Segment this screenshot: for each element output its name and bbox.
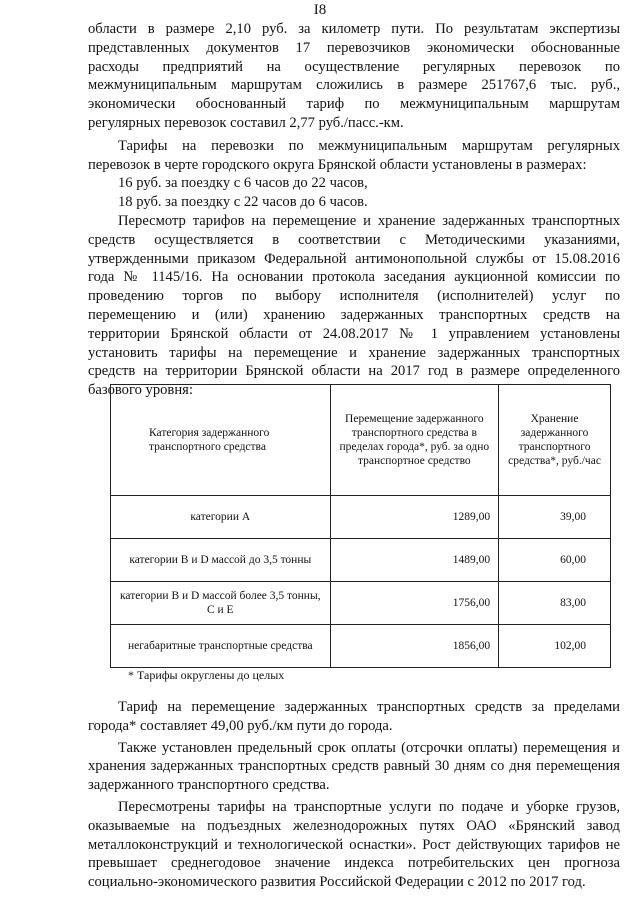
row-category: негабаритные транспортные средства — [111, 625, 331, 668]
tariff-line: 18 руб. за поездку с 22 часов до 6 часов. — [118, 194, 368, 211]
document-body-continued — [88, 698, 620, 895]
row-category: категории В и D массой до 3,5 тонны — [111, 539, 331, 582]
row-category: категории В и D массой более 3,5 тонны, С и Е — [111, 582, 331, 625]
page-number: I8 — [313, 2, 327, 18]
text-line: средств осуществляется в соответствии с Методическими указаниями, — [88, 231, 620, 248]
header-storage: Хранение задержанного транспортного средства*, руб./час — [499, 385, 611, 496]
text-line: экономически обоснованный тариф по межмуниципальным маршрутам — [88, 96, 620, 113]
row-move-price: 1856,00 — [330, 625, 498, 668]
table-row — [111, 496, 611, 539]
tariff-line: 16 руб. за поездку с 6 часов до 22 часов, — [118, 175, 368, 192]
row-move-price: 1489,00 — [330, 539, 498, 582]
text-line: Пересмотр тарифов на перемещение и хранение задержанных транспортных — [118, 212, 620, 229]
text-line: средств на территории Брянской области на 2017 год в размере определенного — [88, 363, 620, 380]
paragraph-detained-vehicles — [88, 212, 620, 400]
tariff-table — [110, 384, 611, 668]
row-storage-price: 60,00 — [499, 539, 611, 582]
text-line: регулярных перевозок составил 2,77 руб./пасс.-км. — [88, 114, 404, 131]
table-row — [111, 539, 611, 582]
table-footnote: * Тарифы округлены до целых — [128, 668, 285, 682]
paragraph-intercity-tariffs — [88, 137, 620, 175]
text-line: утвержденными приказом Федеральной антимонопольной службы от 15.08.2016 — [88, 250, 620, 267]
text-line: территории Брянской области от 24.08.2017 № 1 управлением установлены — [88, 325, 620, 342]
table-row — [111, 625, 611, 668]
row-move-price: 1289,00 — [330, 496, 498, 539]
tariff-list — [88, 174, 620, 212]
text-line: Тарифы на перевозки по межмуниципальным маршрутам регулярных — [118, 137, 620, 154]
text-line: перемещению и (или) хранению задержанных транспортных средств на — [88, 306, 620, 323]
text-line: базового уровня: — [88, 382, 193, 399]
row-move-price: 1756,00 — [330, 582, 498, 625]
text-line: представленных документов 17 перевозчиков экономически обоснованные — [88, 39, 620, 56]
paragraph-railway-tariffs: Пересмотрены тарифы на транспортные услуги по подаче и уборке грузов, оказываемые на подъездных железнодорожных путях ОАО «Брянский завод металлоконструкций и технологической оснастки». Рост действующих тарифов не превышает среднегодовое значение индекса потребительских цен прогноза социально-экономического развития Российской Федерации с 2012 по 2017 год. — [88, 798, 620, 891]
paragraph-payment-deadline: Также установлен предельный срок оплаты (отсрочки оплаты) перемещения и хранения задержанных транспортных средств равный 30 дням со дня перемещения задержанного транспортного средства. — [88, 739, 620, 794]
row-storage-price: 39,00 — [499, 496, 611, 539]
row-category: категории А — [111, 496, 331, 539]
paragraph-outside-city-tariff: Тариф на перемещение задержанных транспортных средств за пределами города* составляет 49,00 руб./км пути до города. — [88, 699, 620, 734]
document-body — [88, 20, 620, 400]
text-line: перевозок в черте городского округа Брянской области установлены в размерах: — [88, 156, 587, 173]
text-line: области в размере 2,10 руб. за километр пути. По результатам экспертизы — [88, 21, 620, 37]
text-line: межмуниципальным маршрутам сложились в размере 251767,6 тыс. руб., — [88, 77, 620, 94]
table-header-row — [111, 385, 611, 496]
header-move: Перемещение задержанного транспортного средства в пределах города*, руб. за одно транспортное средство — [330, 385, 498, 496]
text-line: установить тарифы на перемещение и хранение задержанных транспортных — [88, 344, 620, 361]
text-line: проведению торгов по выбору исполнителя (исполнителей) услуг по — [88, 288, 620, 305]
text-line: года № 1145/16. На основании протокола заседания аукционной комиссии по — [88, 269, 620, 286]
header-category: Категория задержанного транспортного средства — [111, 385, 331, 496]
paragraph-transport-expertise — [88, 20, 620, 133]
text-line: расходы предприятий на осуществление регулярных перевозок по — [88, 58, 620, 75]
table-row — [111, 582, 611, 625]
row-storage-price: 102,00 — [499, 625, 611, 668]
row-storage-price: 83,00 — [499, 582, 611, 625]
